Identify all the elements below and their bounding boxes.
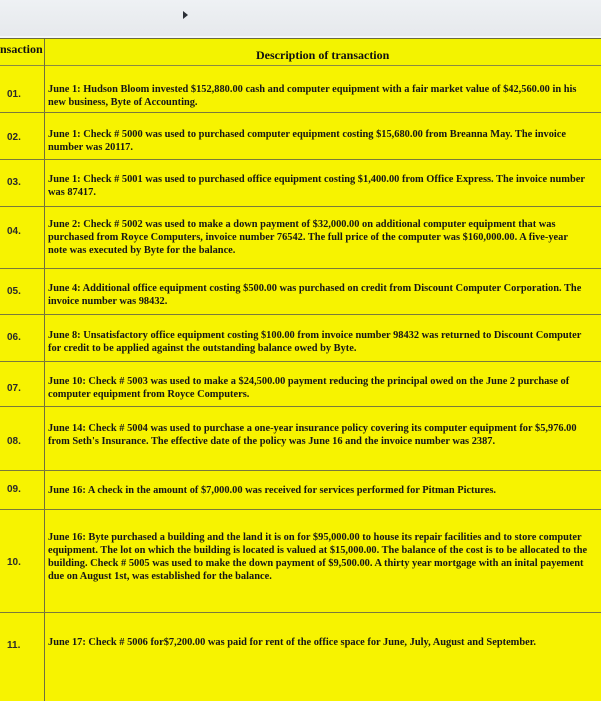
row-description: June 1: Hudson Bloom invested $152,880.00 cash and computer equipment with a fair market value of $42,560.00 in his new business, Byte of Accounting. [48,84,577,108]
row-number: 10. [7,557,21,568]
row-description: June 1: Check # 5001 was used to purchased office equipment costing $1,400.00 from Office Express. The invoice number was 87417. [48,174,585,198]
row-description: June 8: Unsatisfactory office equipment costing $100.00 from invoice number 98432 was returned to Discount Computer for credit to be applied against the outstanding balance owed by Byte. [48,330,582,354]
table-row [0,65,601,113]
row-description: June 10: Check # 5003 was used to make a $24,500.00 payment reducing the principal owed on the June 2 purchase of computer equipment from Royce Computers. [48,376,570,400]
row-number: 11. [7,640,21,651]
row-description: June 2: Check # 5002 was used to make a down payment of $32,000.00 on additional computer equipment that was purchased from Royce Computers, invoice number 76542. The full price of the computer was $160,000.00. A five-year note was executed by Byte for the balance. [48,219,568,256]
row-number: 01. [7,89,21,100]
row-number: 03. [7,177,21,188]
table-row [0,314,601,362]
table-row [0,361,601,407]
table-row [0,112,601,160]
row-description: June 17: Check # 5006 for$7,200.00 was paid for rent of the office space for June, July, August and September. [48,637,536,648]
table-row [0,159,601,207]
table-row [0,509,601,613]
row-number: 04. [7,226,21,237]
row-description: June 14: Check # 5004 was used to purchase a one-year insurance policy covering its computer equipment for $5,976.00 from Seth's Insurance. The effective date of the policy was June 16 and the invoice number was 2387. [48,423,577,447]
row-description: June 4: Additional office equipment costing $500.00 was purchased on credit from Discount Computer Corporation. The invoice number was 98432. [48,283,582,307]
table-row [0,406,601,471]
table-header [0,39,601,66]
table-row [0,206,601,269]
row-number: 06. [7,332,21,343]
window-top-bar [0,0,601,36]
table-row [0,612,601,701]
row-description: June 16: A check in the amount of $7,000.00 was received for services performed for Pitman Pictures. [48,485,496,496]
row-number: 05. [7,286,21,297]
table-row [0,470,601,510]
cursor-marker-icon [183,11,188,19]
transactions-table [0,38,601,701]
description-column-header: Description of transaction [256,48,390,62]
row-number: 09. [7,484,21,495]
table-row [0,268,601,315]
row-number: 07. [7,383,21,394]
row-number: 08. [7,436,21,447]
row-description: June 1: Check # 5000 was used to purchased computer equipment costing $15,680.00 from Breanna May. The invoice number was 20117. [48,129,567,153]
row-number: 02. [7,132,21,143]
transaction-column-header: nsaction [0,42,43,56]
row-description: June 16: Byte purchased a building and the land it is on for $95,000.00 to house its repair facilities and to store computer equipment. The lot on which the building is located is valued at $15,000.00. The balance of the cost is to be allocated to the building. Check # 5005 was used to make the down payment of $9,500.00. A thirty year mortgage with an inital payement due on August 1st, was established for the balance. [48,532,588,582]
